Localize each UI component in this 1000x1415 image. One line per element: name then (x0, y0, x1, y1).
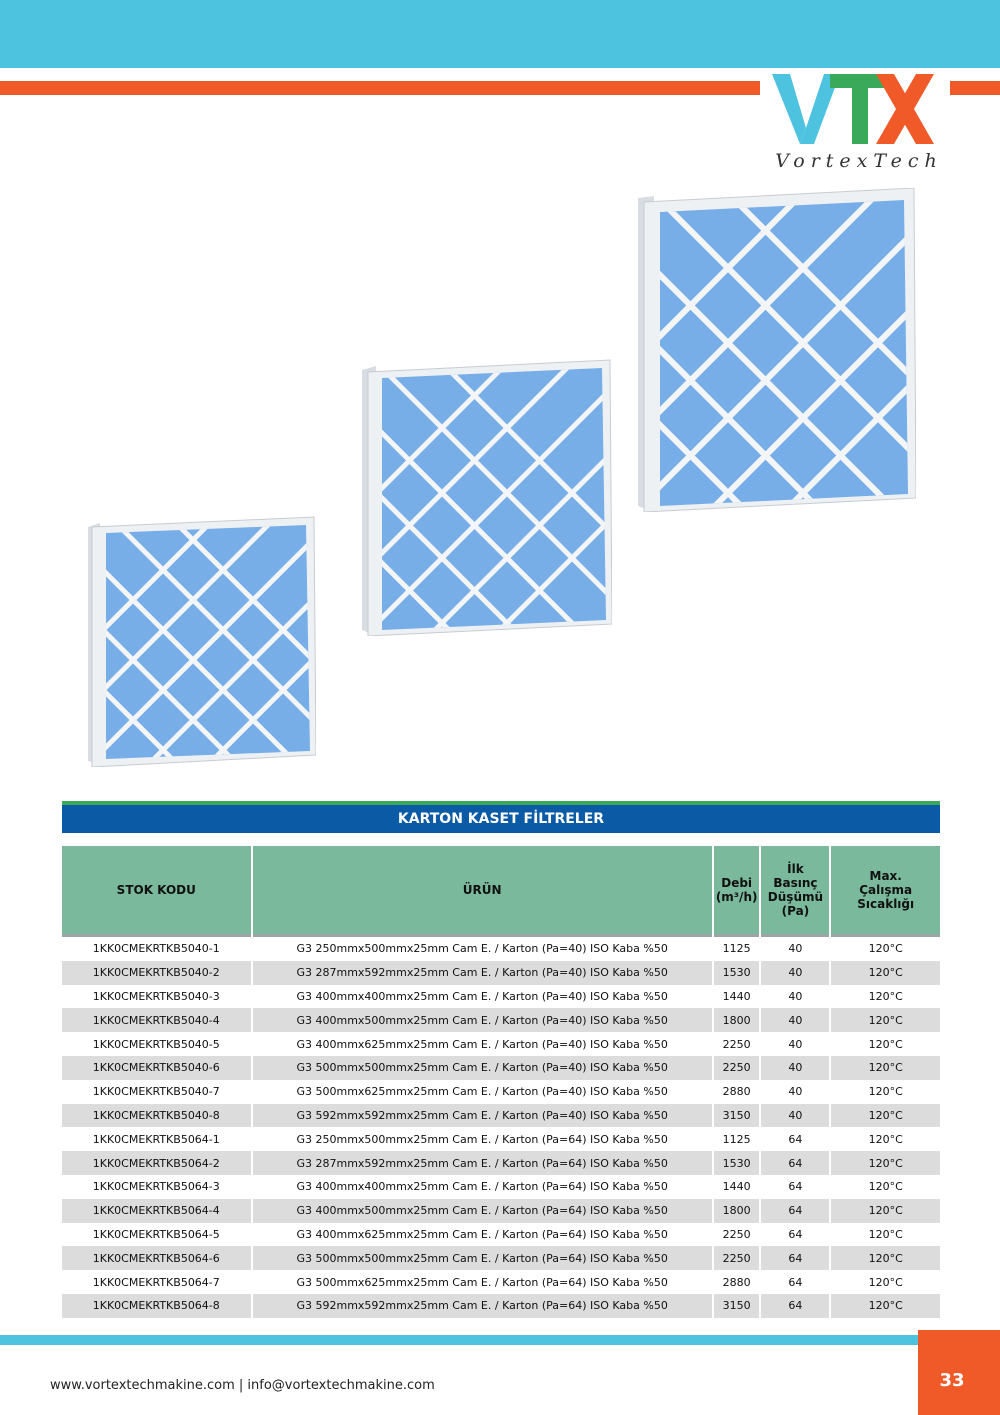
cell-stock-code: 1KK0CMEKRTKB5064-3 (62, 1175, 252, 1199)
cell-pressure: 40 (760, 1032, 830, 1056)
header-accent-line (0, 81, 760, 95)
header-product: ÜRÜN (252, 846, 713, 934)
cell-stock-code: 1KK0CMEKRTKB5064-8 (62, 1294, 252, 1318)
cell-product: G3 592mmx592mmx25mm Cam E. / Karton (Pa=40) ISO Kaba %50 (252, 1104, 713, 1128)
cell-product: G3 287mmx592mmx25mm Cam E. / Karton (Pa=40) ISO Kaba %50 (252, 961, 713, 985)
cell-temperature: 120°C (830, 1246, 940, 1270)
header-temp-line1: Max. (869, 869, 902, 883)
cell-flow: 3150 (713, 1294, 761, 1318)
cell-product: G3 500mmx500mmx25mm Cam E. / Karton (Pa=40) ISO Kaba %50 (252, 1056, 713, 1080)
cell-flow: 3150 (713, 1104, 761, 1128)
cell-flow: 2250 (713, 1223, 761, 1247)
cell-flow: 2880 (713, 1270, 761, 1294)
cell-flow: 1125 (713, 937, 761, 961)
cell-temperature: 120°C (830, 1175, 940, 1199)
cell-product: G3 400mmx625mmx25mm Cam E. / Karton (Pa=64) ISO Kaba %50 (252, 1223, 713, 1247)
brand-logo (756, 70, 956, 180)
cell-pressure: 64 (760, 1151, 830, 1175)
cell-temperature: 120°C (830, 1151, 940, 1175)
table-row (62, 1056, 940, 1080)
cell-stock-code: 1KK0CMEKRTKB5040-2 (62, 961, 252, 985)
cell-stock-code: 1KK0CMEKRTKB5040-3 (62, 985, 252, 1009)
cell-pressure: 64 (760, 1199, 830, 1223)
cell-stock-code: 1KK0CMEKRTKB5064-1 (62, 1127, 252, 1151)
cell-stock-code: 1KK0CMEKRTKB5064-7 (62, 1270, 252, 1294)
cell-pressure: 64 (760, 1223, 830, 1247)
cell-flow: 1440 (713, 985, 761, 1009)
table-row (62, 1032, 940, 1056)
header-pressure-line3: Düşümü (767, 890, 824, 904)
cell-flow: 2250 (713, 1056, 761, 1080)
cell-flow: 2250 (713, 1032, 761, 1056)
header-pressure-line2: Basınç (773, 876, 818, 890)
cell-stock-code: 1KK0CMEKRTKB5040-7 (62, 1080, 252, 1104)
cell-flow: 2250 (713, 1246, 761, 1270)
cell-product: G3 287mmx592mmx25mm Cam E. / Karton (Pa=64) ISO Kaba %50 (252, 1151, 713, 1175)
cell-stock-code: 1KK0CMEKRTKB5064-2 (62, 1151, 252, 1175)
cell-flow: 1800 (713, 1199, 761, 1223)
header-pressure (760, 846, 830, 934)
cell-temperature: 120°C (830, 1199, 940, 1223)
table-row (62, 1175, 940, 1199)
table-row (62, 961, 940, 985)
header-pressure-line4: (Pa) (781, 904, 810, 918)
cell-pressure: 64 (760, 1270, 830, 1294)
cell-temperature: 120°C (830, 961, 940, 985)
header-flow (713, 846, 761, 934)
filter-image-large (638, 188, 916, 512)
cell-stock-code: 1KK0CMEKRTKB5040-6 (62, 1056, 252, 1080)
header-flow-line2: (m³/h) (715, 890, 758, 904)
cell-temperature: 120°C (830, 1056, 940, 1080)
table-title: KARTON KASET FİLTRELER (62, 805, 940, 833)
header-stock-code: STOK KODU (62, 846, 252, 934)
cell-temperature: 120°C (830, 985, 940, 1009)
cell-product: G3 400mmx400mmx25mm Cam E. / Karton (Pa=64) ISO Kaba %50 (252, 1175, 713, 1199)
table-row (62, 1270, 940, 1294)
cell-stock-code: 1KK0CMEKRTKB5064-6 (62, 1246, 252, 1270)
cell-product: G3 250mmx500mmx25mm Cam E. / Karton (Pa=64) ISO Kaba %50 (252, 1127, 713, 1151)
cell-temperature: 120°C (830, 1008, 940, 1032)
header-flow-line1: Debi (721, 876, 753, 890)
cell-flow: 1530 (713, 1151, 761, 1175)
table-row (62, 1246, 940, 1270)
table-body (62, 937, 940, 1318)
table-row (62, 1223, 940, 1247)
cell-pressure: 40 (760, 961, 830, 985)
cell-stock-code: 1KK0CMEKRTKB5064-5 (62, 1223, 252, 1247)
cell-stock-code: 1KK0CMEKRTKB5064-4 (62, 1199, 252, 1223)
vtx-logo-icon (768, 70, 938, 150)
header-temp-line3: Sıcaklığı (857, 897, 915, 911)
cell-pressure: 40 (760, 1104, 830, 1128)
filter-image-medium (362, 358, 612, 636)
table-row (62, 1127, 940, 1151)
cell-temperature: 120°C (830, 1032, 940, 1056)
page-number: 33 (939, 1370, 965, 1391)
table-row (62, 985, 940, 1009)
cell-temperature: 120°C (830, 1270, 940, 1294)
cell-stock-code: 1KK0CMEKRTKB5040-4 (62, 1008, 252, 1032)
header-pressure-line1: İlk (787, 862, 804, 876)
cell-flow: 1530 (713, 961, 761, 985)
cell-temperature: 120°C (830, 1104, 940, 1128)
brand-name: VortexTech (775, 150, 943, 172)
cell-pressure: 40 (760, 985, 830, 1009)
cell-pressure: 40 (760, 937, 830, 961)
table-row (62, 1104, 940, 1128)
top-color-band (0, 0, 1000, 68)
cell-stock-code: 1KK0CMEKRTKB5040-8 (62, 1104, 252, 1128)
cell-product: G3 500mmx625mmx25mm Cam E. / Karton (Pa=64) ISO Kaba %50 (252, 1270, 713, 1294)
cell-flow: 2880 (713, 1080, 761, 1104)
cell-product: G3 592mmx592mmx25mm Cam E. / Karton (Pa=64) ISO Kaba %50 (252, 1294, 713, 1318)
footer-contact[interactable]: www.vortextechmakine.com | info@vortextechmakine.com (50, 1378, 435, 1393)
header-temp-line2: Çalışma (859, 883, 913, 897)
cell-stock-code: 1KK0CMEKRTKB5040-1 (62, 937, 252, 961)
table-row (62, 1008, 940, 1032)
table-row (62, 1151, 940, 1175)
cell-product: G3 500mmx500mmx25mm Cam E. / Karton (Pa=64) ISO Kaba %50 (252, 1246, 713, 1270)
table-row (62, 1294, 940, 1318)
cell-flow: 1125 (713, 1127, 761, 1151)
cell-pressure: 40 (760, 1008, 830, 1032)
cell-pressure: 64 (760, 1246, 830, 1270)
cell-temperature: 120°C (830, 1223, 940, 1247)
cell-product: G3 400mmx400mmx25mm Cam E. / Karton (Pa=40) ISO Kaba %50 (252, 985, 713, 1009)
cell-pressure: 40 (760, 1056, 830, 1080)
cell-temperature: 120°C (830, 1127, 940, 1151)
cell-stock-code: 1KK0CMEKRTKB5040-5 (62, 1032, 252, 1056)
cell-temperature: 120°C (830, 1080, 940, 1104)
cell-pressure: 40 (760, 1080, 830, 1104)
table-row (62, 1199, 940, 1223)
cell-product: G3 500mmx625mmx25mm Cam E. / Karton (Pa=40) ISO Kaba %50 (252, 1080, 713, 1104)
footer-accent-line (0, 1335, 930, 1345)
cell-pressure: 64 (760, 1294, 830, 1318)
cell-flow: 1440 (713, 1175, 761, 1199)
cell-temperature: 120°C (830, 1294, 940, 1318)
header-accent-line-right (950, 81, 1000, 95)
filter-image-small (88, 515, 316, 767)
cell-temperature: 120°C (830, 937, 940, 961)
product-spec-table (62, 846, 940, 1318)
cell-product: G3 400mmx500mmx25mm Cam E. / Karton (Pa=40) ISO Kaba %50 (252, 1008, 713, 1032)
cell-product: G3 400mmx500mmx25mm Cam E. / Karton (Pa=64) ISO Kaba %50 (252, 1199, 713, 1223)
table-row (62, 1080, 940, 1104)
header-temperature (830, 846, 940, 934)
cell-pressure: 64 (760, 1127, 830, 1151)
table-row (62, 937, 940, 961)
cell-pressure: 64 (760, 1175, 830, 1199)
cell-flow: 1800 (713, 1008, 761, 1032)
cell-product: G3 400mmx625mmx25mm Cam E. / Karton (Pa=40) ISO Kaba %50 (252, 1032, 713, 1056)
cell-product: G3 250mmx500mmx25mm Cam E. / Karton (Pa=40) ISO Kaba %50 (252, 937, 713, 961)
table-header-row (62, 846, 940, 934)
